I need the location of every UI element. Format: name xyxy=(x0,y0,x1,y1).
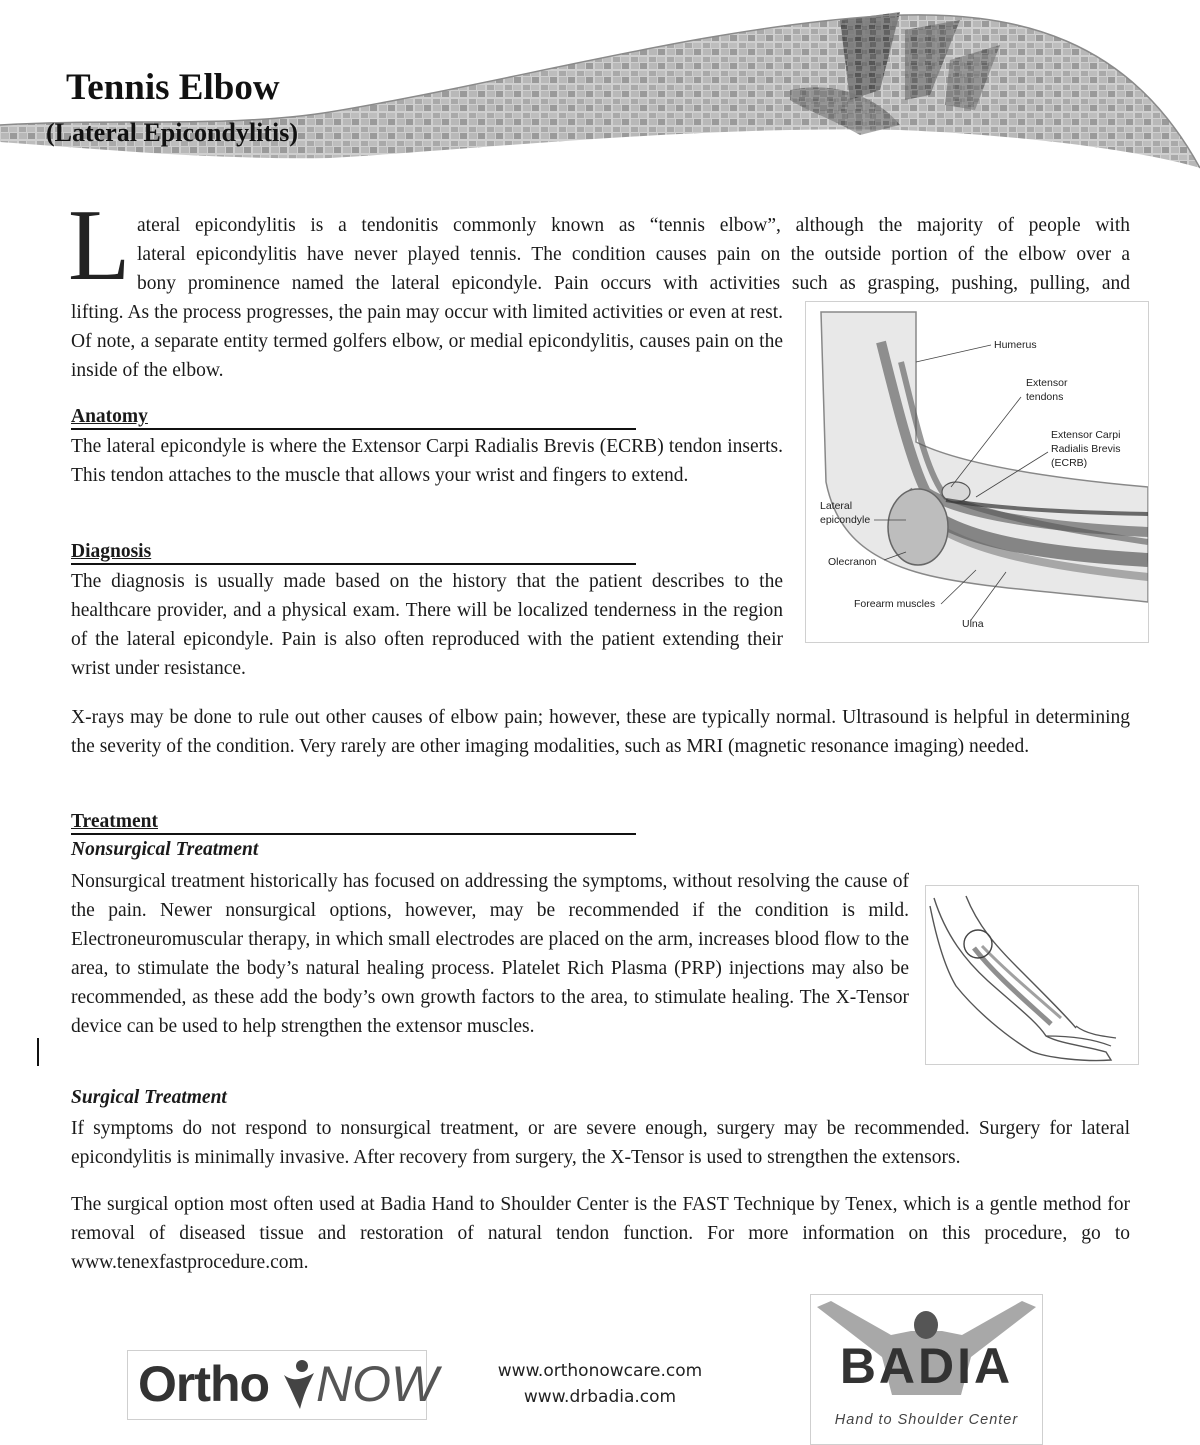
label-extensor-tendons-1: Extensor xyxy=(1026,377,1068,389)
nonsurgical-heading: Nonsurgical Treatment xyxy=(71,839,259,860)
intro-line-1: ateral epicondylitis is a tendonitis commonly known as “tennis elbow”, although the majority of people with xyxy=(137,215,1130,236)
diagnosis-paragraph: The diagnosis is usually made based on the history that the patient describes to the healthcare provider, and a physical exam. There will be localized tenderness in the region of the lateral epicondyle. Pain is also often reproduced with the patient extending their wrist under resistance. xyxy=(71,571,783,679)
elbow-anatomy-illustration xyxy=(806,302,1148,642)
surgical-option-paragraph: The surgical option most often used at Badia Hand to Shoulder Center is the FAST Technique by Tenex, which is a gentle method for removal of diseased tissue and restoration of natural tendon function. For more information on this procedure, go to www.tenexfastprocedure.com. xyxy=(71,1194,1130,1273)
drbadia-url-link[interactable]: www.drbadia.com xyxy=(523,1387,677,1407)
text-cursor-mark xyxy=(37,1038,39,1066)
orthonow-logo-now-text: NOW xyxy=(316,1356,439,1412)
label-lateral-epicondyle-2: epicondyle xyxy=(820,514,871,526)
orthonow-logo-ortho-text: Ortho xyxy=(138,1356,270,1412)
orthonow-figure-icon xyxy=(278,1357,320,1413)
label-olecranon: Olecranon xyxy=(828,556,877,568)
anatomy-paragraph: The lateral epicondyle is where the Extensor Carpi Radialis Brevis (ECRB) tendon inserts. This tendon attaches to the muscle that allows your wrist and fingers to extend. xyxy=(71,436,783,486)
label-extensor-tendons-2: tendons xyxy=(1026,391,1064,403)
intro-paragraph: lifting. As the process progresses, the pain may occur with limited activities or even at rest. Of note, a separate entity termed golfers elbow, or medial epicondylitis, causes pain on the inside of the elbow. xyxy=(71,302,783,381)
label-lateral-epicondyle-1: Lateral xyxy=(820,500,853,512)
label-forearm-muscles: Forearm muscles xyxy=(854,598,936,610)
diagnosis-imaging-paragraph: X-rays may be done to rule out other causes of elbow pain; however, these are typically normal. Ultrasound is helpful in determining the severity of the condition. Very rarely are other imaging modalities, such as MRI (magnetic resonance imaging) needed. xyxy=(71,707,1130,757)
surgical-paragraph: If symptoms do not respond to nonsurgical treatment, or are severe enough, surgery may be recommended. Surgery for lateral epicondylitis is minimally invasive. After recovery from surgery, the X-Tensor is used to strengthen the extensors. xyxy=(71,1118,1130,1168)
anatomy-heading-rule xyxy=(71,428,636,430)
forearm-sketch-figure xyxy=(925,885,1139,1065)
surgical-heading: Surgical Treatment xyxy=(71,1087,227,1108)
badia-logo-subtitle: Hand to Shoulder Center xyxy=(834,1412,1019,1428)
footer-urls xyxy=(470,1358,730,1410)
label-humerus: Humerus xyxy=(994,339,1037,351)
diagnosis-heading: Diagnosis xyxy=(71,541,152,562)
page-subtitle: (Lateral Epicondylitis) xyxy=(46,118,299,147)
diagnosis-heading-rule xyxy=(71,563,636,565)
intro-line-3: bony prominence named the lateral epicondyle. Pain occurs with activities such as grasping, pushing, pulling, and xyxy=(137,273,1130,294)
badia-logo-wordmark: BADIA xyxy=(839,1338,1014,1394)
forearm-sketch-illustration xyxy=(926,886,1138,1064)
nonsurgical-paragraph: Nonsurgical treatment historically has focused on addressing the symptoms, without resolving the cause of the pain. Newer nonsurgical options, however, may be recommended if the condition is mild. Electroneuromuscular therapy, in which small electrodes are placed on the arm, increases blood flow to the area, to stimulate the body’s natural healing process. Platelet Rich Plasma (PRP) injections may also be recommended, as these add the body’s own growth factors to the area, to stimulate healing. The X-Tensor device can be used to help strengthen the extensor muscles. xyxy=(71,871,909,1037)
orthonow-logo xyxy=(127,1350,439,1420)
treatment-heading-rule xyxy=(71,833,636,835)
badia-logo xyxy=(810,1294,1043,1445)
page-title: Tennis Elbow xyxy=(66,67,280,108)
label-ecrb-3: (ECRB) xyxy=(1051,457,1088,469)
orthonow-url-link[interactable]: www.orthonowcare.com xyxy=(497,1361,703,1381)
label-ecrb-1: Extensor Carpi xyxy=(1051,429,1121,441)
elbow-anatomy-figure xyxy=(805,301,1149,643)
intro-line-2: lateral epicondylitis have never played tennis. The condition causes pain on the outside portion of the elbow over a xyxy=(137,244,1130,265)
label-ecrb-2: Radialis Brevis xyxy=(1051,443,1121,455)
anatomy-heading: Anatomy xyxy=(71,406,148,427)
drop-cap-letter: L xyxy=(68,189,131,302)
treatment-heading: Treatment xyxy=(71,811,158,832)
label-ulna: Ulna xyxy=(962,618,984,630)
